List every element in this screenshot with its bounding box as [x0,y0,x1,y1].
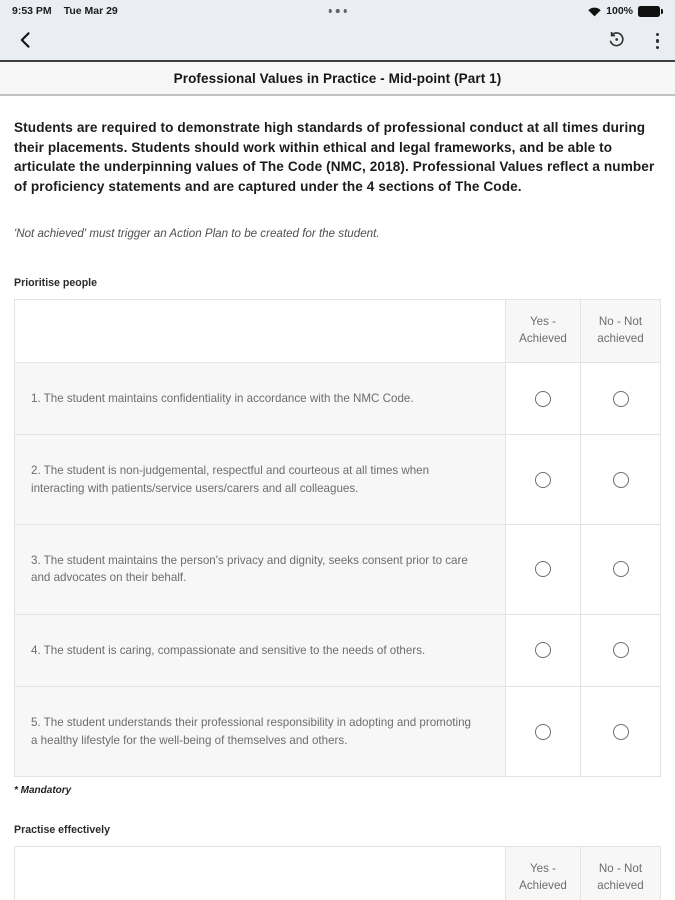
clock-date: Tue Mar 29 [63,5,118,17]
multitasking-drag-dots-icon[interactable] [328,9,347,13]
radio-yes-achieved[interactable] [535,642,551,658]
radio-no-not-achieved[interactable] [613,391,629,407]
form-title-bar [0,62,675,96]
form-content [0,96,675,900]
page-title: Professional Values in Practice - Mid-point (Part 1) [173,70,502,86]
history-button[interactable] [605,28,628,54]
radio-yes-achieved[interactable] [535,561,551,577]
statement-text: 5. The student understands their professional responsibility in adopting and promoting a healthy lifestyle for the well-being of themselves and others. [15,687,505,776]
practise-effectively-table [14,846,661,900]
intro-paragraph: Students are required to demonstrate high standards of professional conduct at all times during their placements. Students should work within ethical and legal frameworks, and be able to articulate the underpinning values of The Code (NMC, 2018). Professional Values reflect a number of proficiency statements and are captured under the 4 sections of The Code. [14,120,655,194]
radio-no-not-achieved[interactable] [613,724,629,740]
chevron-left-icon [16,30,36,53]
wifi-icon [588,6,601,17]
statement-text: 2. The student is non-judgemental, respectful and courteous at all times when interacting with patients/service users/carers and all colleagues. [15,435,505,524]
table-row [15,434,660,524]
statement-header-cell [15,300,505,362]
radio-no-not-achieved[interactable] [613,642,629,658]
table-row [15,686,660,776]
battery-percent: 100% [606,5,633,17]
section-label-prioritise-people: Prioritise people [14,277,98,290]
action-plan-note: 'Not achieved' must trigger an Action Plan to be created for the student. [14,227,380,241]
table-row [15,362,660,434]
statement-header-cell [15,847,505,900]
section-label-practise-effectively: Practise effectively [14,823,110,836]
yes-achieved-header: Yes - Achieved [505,847,580,900]
no-not-achieved-header: No - Not achieved [580,300,660,362]
statement-text: 3. The student maintains the person's privacy and dignity, seeks consent prior to care and advocates on their behalf. [15,525,505,614]
nav-bar [0,22,675,60]
restore-history-icon [607,30,626,52]
table-header-row [15,300,660,362]
back-button[interactable] [14,28,38,55]
battery-icon [638,6,660,17]
radio-no-not-achieved[interactable] [613,472,629,488]
radio-yes-achieved[interactable] [535,724,551,740]
table-row [15,524,660,614]
status-bar [0,0,675,22]
radio-no-not-achieved[interactable] [613,561,629,577]
statement-text: 4. The student is caring, compassionate and sensitive to the needs of others. [15,615,505,686]
yes-achieved-header: Yes - Achieved [505,300,580,362]
table-row [15,614,660,686]
statement-text: 1. The student maintains confidentiality in accordance with the NMC Code. [15,363,505,434]
radio-yes-achieved[interactable] [535,391,551,407]
table-header-row [15,847,660,900]
mandatory-note: * Mandatory [14,784,72,796]
radio-yes-achieved[interactable] [535,472,551,488]
kebab-menu-icon [656,33,660,50]
no-not-achieved-header: No - Not achieved [580,847,660,900]
overflow-menu-button[interactable] [654,31,662,52]
clock-time: 9:53 PM [12,5,52,17]
prioritise-people-table [14,299,661,777]
